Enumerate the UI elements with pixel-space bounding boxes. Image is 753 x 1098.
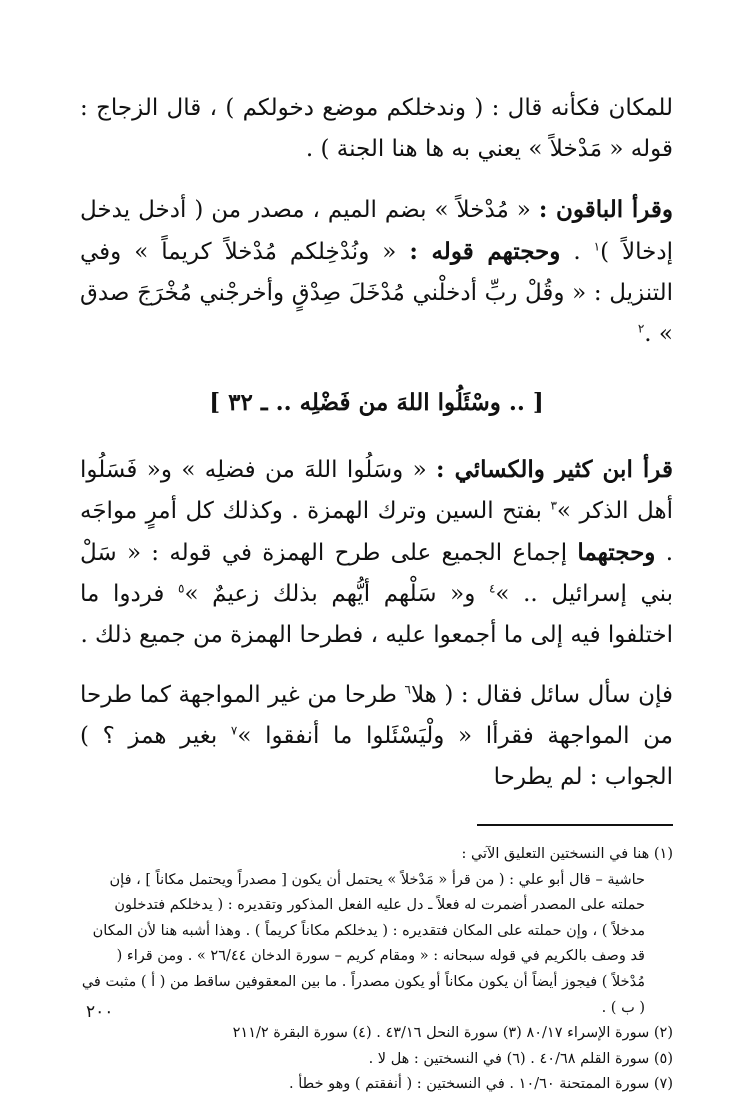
paragraph-4-text-b: طرحا من غير المواجهة كما طرحا من المواجهة فقرأا « ولْيَسْئَلوا ما أنفقوا » xyxy=(80,682,673,749)
argument-lead-hujjatuhuma: وحجتهما xyxy=(577,539,656,566)
footnote-ref-4: ٤ xyxy=(488,581,496,596)
paragraph-2-text-c: « ونُدْخِلكم مُدْخلاً كريماً » وفي التنزيل : « وقُلْ ربِّ أدخلْني مُدْخَلَ صِدْقٍ وأخرجْني مُخْرَجَ صدق » . xyxy=(80,239,673,347)
paragraph-3-text-b: بفتح السين وترك الهمزة . وكذلك كل أمرٍ مواجَه . xyxy=(80,498,673,566)
paragraph-1-text: للمكان فكأنه قال : ( وندخلكم موضع دخولكم ) ، قال الزجاج : قوله « مَدْخلاً » يعني به ها هنا الجنة ) . xyxy=(80,95,673,162)
paragraph-3-text-a: « وسَلُوا اللهَ من فضلِه » و« فَسَلُوا أهل الذكر » xyxy=(80,457,673,524)
footnote-7: (٧) سورة الممتحنة ١٠/٦٠ . في النسختين : ( أنفقتم ) وهو خطأ . xyxy=(289,1076,673,1093)
footnote-ref-3: ٣ xyxy=(550,498,557,513)
footnote-ref-6: ٦ xyxy=(404,682,411,697)
paragraph-1 xyxy=(80,88,673,170)
paragraph-3-text-c: إجماع الجميع على طرح الهمزة في قوله : « سَلْ بني إسرائيل .. » xyxy=(80,540,673,607)
reader-lead-ibn-kathir: قرأ ابن كثير والكسائي : xyxy=(436,456,673,483)
footnote-divider xyxy=(477,824,673,826)
page-number: ٢٠٠ xyxy=(86,1002,114,1022)
footnote-1-hashiya: حاشية – قال أبو علي : ( من قرأ « مَدْخلاً » يحتمل أن يكون [ مصدراً ويحتمل مكاناً ] ، فإن حملته على المصدر أضمرت له فعلاً ـ دل عليه الفعل المذكور وتقديره : ( يدخلكم فتدخلون مدخلاً ) ، وإن حملته على المكان فتقديره : ( يدخلكم مكاناً كريماً ) . وهذا أشبه هنا لأن المكان قد وصف بالكريم في قوله سبحانه : « ومقام كريم – سورة الدخان ٢٦/٤٤ » . ومن قراء ( مُدْخلاً ) فيجوز أيضاً أن يكون مكاناً أو يكون مصدراً . ما بين المعقوفين ساقط من ( أ ) مثبت في ( ب ) . xyxy=(81,871,645,1016)
argument-lead-hujjatuhum: وحجتهم قوله : xyxy=(409,238,561,265)
paragraph-4 xyxy=(80,675,673,798)
paragraph-2 xyxy=(80,189,673,355)
footnote-ref-7: ٧ xyxy=(230,723,238,738)
footnote-2-3-4: (٢) سورة الإسراء ٨٠/١٧ (٣) سورة النحل ٤٣/١٦ . (٤) سورة البقرة ٢١١/٢ xyxy=(232,1025,673,1042)
paragraph-4-text-a: فإن سأل سائل فقال : ( هلا xyxy=(410,682,674,708)
paragraph-3-text-d: و« سَلْهم أيُّهم بذلك زعيمٌ » xyxy=(184,581,476,607)
reader-lead-baqun: وقرأ الباقون : xyxy=(538,196,674,223)
footnotes xyxy=(80,842,673,1098)
paragraph-2-text-a: « مُدْخلاً » بضم الميم ، مصدر من ( أدخل يدخل إدخالاً ) xyxy=(80,197,674,265)
footnote-5-6: (٥) سورة القلم ٤٠/٦٨ . (٦) في النسختين : هل لا . xyxy=(368,1050,673,1067)
footnote-ref-1: ١ xyxy=(593,239,601,254)
main-text xyxy=(80,88,673,798)
paragraph-4-text-c: بغير همز ؟ ) الجواب : لم يطرحا xyxy=(80,723,673,790)
paragraph-2-text-b: . xyxy=(560,239,581,265)
paragraph-3-text-e: فردوا ما اختلفوا فيه إلى ما أجمعوا عليه ، فطرحا الهمزة من جميع ذلك . xyxy=(80,581,673,648)
paragraph-3 xyxy=(80,449,673,656)
footnote-ref-2: ٢ xyxy=(637,321,645,336)
footnote-ref-5: ٥ xyxy=(178,581,185,596)
footnote-1: (١) هنا في النسختين التعليق الآتي : xyxy=(461,846,673,862)
verse-heading: [ .. وسْئَلُوا اللهَ من فَضْلِه .. ـ ٣٢ ] xyxy=(209,389,544,416)
